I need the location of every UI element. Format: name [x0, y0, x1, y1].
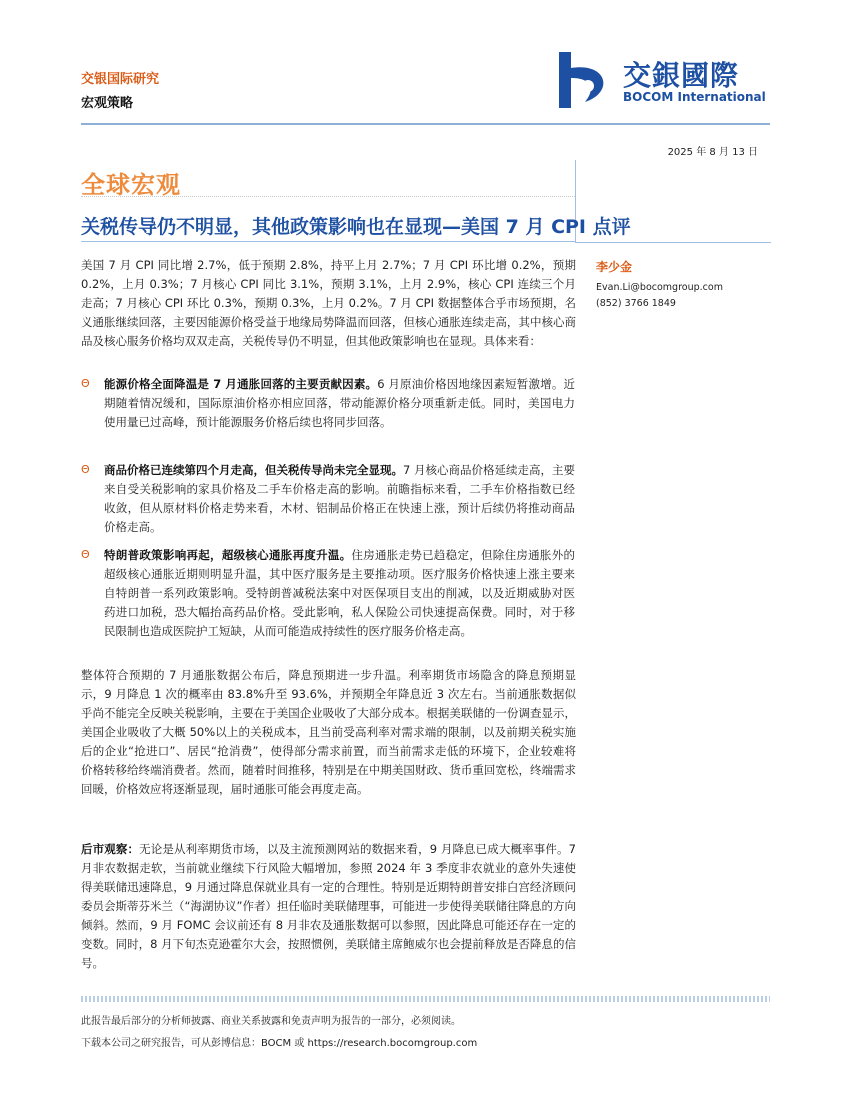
header-rule — [81, 123, 770, 125]
section-title: 全球宏观 — [81, 171, 181, 199]
bullet-marker-icon: Θ — [81, 377, 90, 390]
outlook-body: 无论是从利率期货市场，以及主流预测网站的数据来看，9 月降息已成大概率事件。7 月非农数据走软，当前就业继续下行风险大幅增加，参照 2024 年 3 季度非农就业的意外失速使得美联储迅速降息，9 月通过降息保就业具有一定的合理性。特别是近期特朗普安排白宫经济顾问委员会斯蒂芬米兰（“海湖协议”作者）担任临时美联储理事，可能进一步使得美联储往降息的方向倾斜。然而，9 月 FOMC 会议前还有 8 月非农及通胀数据可以参照，因此降息可能还存在一定的变数。同时，8 月下旬杰克逊霍尔大会，按照惯例，美联储主席鲍威尔也会提前释放是否降息的信号。 — [81, 842, 576, 970]
footer-download-link[interactable]: 下载本公司之研究报告，可从彭博信息：BOCM 或 https://research.bocomgroup.com — [81, 1038, 478, 1049]
brand-name: 交银国际研究 — [81, 72, 160, 87]
bullet-body: 6 月原油价格因地缘因素短暂激增。近期随着情况缓和，国际原油价格亦相应回落，带动能源价格分项重新走低。同时，美国电力使用量已过高峰，预计能源服务价格后续也将同步回落。 — [104, 377, 575, 429]
company-logo — [555, 52, 770, 110]
logo-chinese-text: 交銀國際 — [623, 59, 740, 92]
intro-paragraph: 美国 7 月 CPI 同比增 2.7%，低于预期 2.8%，持平上月 2.7%；7 月 CPI 环比增 0.2%，预期 0.2%，上月 0.3%；7 月核心 CPI 同比 3.1%，预期 3.1%，上月 2.9%，核心 CPI 连续三个月走高；7 月核心 CPI 环比 0.3%，预期 0.3%，上月 0.2%。7 月 CPI 数据整体合乎市场预期，名义通胀继续回落，主要因能源价格受益于地缘局势降温而回落，但核心通胀连续走高，其中核心商品及核心服务价格均双双走高，关税传导仍不明显，但其他政策影响也在显现。具体来看： — [81, 258, 576, 348]
logo-english-text: BOCOM International — [623, 90, 766, 104]
report-date: 2025 年 8 月 13 日 — [667, 147, 758, 158]
bullet-body: 7 月核心商品价格延续走高，主要来自受关税影响的家具价格及二手车价格走高的影响。前瞻指标来看，二手车价格指数已经收敛，但从原材料价格走势来看，木材、铝制品价格正在快速上涨，预计后续仍将推动商品价格走高。 — [104, 463, 575, 534]
author-name: 李少金 — [596, 260, 633, 274]
headline-rule — [81, 241, 575, 242]
bullet-marker-icon: Θ — [81, 548, 90, 561]
bullet-item — [104, 461, 575, 537]
author-phone: (852) 3766 1849 — [596, 298, 676, 309]
analysis-paragraph: 整体符合预期的 7 月通胀数据公布后，降息预期进一步升温。利率期货市场隐含的降息预期显示，9 月降息 1 次的概率由 83.8%升至 93.6%，并预期全年降息近 3 次左右。当前通胀数据似乎尚不能完全反映关税影响，主要在于美国企业吸收了大部分成本。根据美联储的一份调查显示，美国企业吸收了大概 50%以上的关税成本，且当前受高利率对需求端的限制，以及前期关税实施后的企业“抢进口”、居民“抢消费”，使得部分需求前置，而当前需求走低的环境下，企业较难将价格转移给终端消费者。然而，随着时间推移，特别是在中期美国财政、货币重回宽松，终端需求回暖，价格效应将逐渐显现，届时通胀可能会再度走高。 — [81, 668, 576, 796]
author-block — [596, 258, 771, 312]
outlook-paragraph — [81, 840, 576, 973]
bocom-logo-icon — [555, 52, 619, 110]
bullet-lead: 能源价格全面降温是 7 月通胀回落的主要贡献因素。 — [104, 377, 378, 391]
title-divider — [81, 196, 575, 197]
outlook-lead: 后市观察： — [81, 842, 140, 856]
report-category: 宏观策略 — [81, 96, 134, 111]
bullet-lead: 特朗普政策影响再起，超级核心通胀再度升温。 — [104, 548, 352, 562]
bullet-lead: 商品价格已连续第四个月走高，但关税传导尚未完全显现。 — [104, 463, 404, 477]
author-email[interactable]: Evan.Li@bocomgroup.com — [596, 282, 723, 293]
bullet-body: 住房通胀走势已趋稳定，但除住房通胀外的超级核心通胀近期则明显升温，其中医疗服务是主要推动项。医疗服务价格快速上涨主要来自特朗普一系列政策影响。受特朗普减税法案中对医保项目支出的削减，以及近期威胁对医药进口加税，恐大幅抬高药品价格。受此影响，私人保险公司快速提高保费。同时，对于移民限制也造成医院护工短缺，从而可能造成持续性的医疗服务价格走高。 — [104, 548, 575, 638]
bullet-item — [104, 375, 575, 432]
bullet-marker-icon: Θ — [81, 463, 90, 476]
footer-band — [81, 996, 770, 1002]
report-headline: 关税传导仍不明显，其他政策影响也在显现—美国 7 月 CPI 点评 — [81, 216, 631, 238]
footer-disclaimer: 此报告最后部分的分析师披露、商业关系披露和免责声明为报告的一部分，必须阅读。 — [81, 1016, 461, 1027]
bullet-item — [104, 546, 575, 641]
